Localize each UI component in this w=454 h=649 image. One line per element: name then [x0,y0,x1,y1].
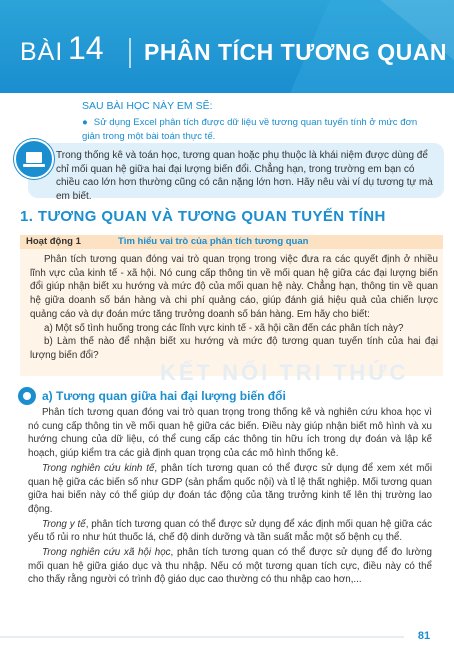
activity-label: Hoạt động 1 [26,236,81,247]
activity-question-b: b) Làm thế nào để nhận biết xu hướng và mức độ tương quan tuyến tính của hai đại lượng biến đổi? [30,336,438,361]
subsection-title: a) Tương quan giữa hai đại lượng biến đổi [42,389,286,403]
body-paragraph-2-lead: Trong nghiên cứu kinh tế [42,462,155,474]
activity-question-a: a) Một số tình huống trong các lĩnh vực kinh tế - xã hội cần đến các phân tích này? [44,322,404,334]
subsection-body [28,406,432,588]
objectives-heading: SAU BÀI HỌC NÀY EM SẼ: [82,100,213,112]
objective-text: Sử dụng Excel phân tích được dữ liệu về tương quan tuyến tính ở mức đơn giản trong một bài toán thực tế. [82,117,418,142]
lesson-word: BÀI [20,38,64,66]
lesson-header [0,0,454,93]
subsection-icon [18,387,36,405]
body-paragraph-3 [28,518,432,545]
lesson-title: PHÂN TÍCH TƯƠNG QUAN [144,39,447,65]
body-paragraph-1: Phân tích tương quan đóng vai trò quan trọng trong thống kê và nghiên cứu khoa học vì nó cung cấp thông tin về mối quan hệ giữa các biến. Điều này giúp nhận biết mô hình và xu hướng chung của dữ liệu, có thể cung cấp các thông tin hữu ích trong dự đoán và lập kế hoạch, giúp kiểm tra các giả định quan trọng của các mô hình thống kê. [28,407,432,460]
body-paragraph-2 [28,462,432,517]
bullet-icon: ● [82,117,88,128]
laptop-icon [14,139,54,179]
body-paragraph-4 [28,546,432,587]
body-paragraph-3-text: , phân tích tương quan có thể được sử dụng để xác định mối quan hệ giữa các yếu tố rủi ro như hút thuốc lá, chế độ dinh dưỡng và tần suất mắc một số bệnh cụ thể. [28,518,432,544]
body-paragraph-4-text: , phân tích tương quan có thể được sử dụng để đo lường mối quan hệ giữa giáo dục và thu nhập. Nếu có một tương quan tích cực, điều này có thể cho thấy rằng người có trình độ giáo dục cao thường có thu nhập cao hơn,... [28,547,433,586]
section-title: 1. TƯƠNG QUAN VÀ TƯƠNG QUAN TUYẾN TÍNH [20,208,386,225]
footer-line [0,636,406,638]
body-paragraph-4-lead: Trong nghiên cứu xã hội học [42,547,171,559]
page-number: 81 [404,628,444,645]
intro-text: Trong thống kê và toán học, tương quan hoặc phụ thuộc là khái niệm được dùng để chỉ mối quan hệ giữa hai đại lượng biến đổi. Chẳng hạn, trong trường em bạn có chiều cao lớn hơn thường cũng có cân nặng lớn hơn. Hãy nêu vài ví dụ tương tự mà em biết. [56,150,433,202]
body-paragraph-2-text: , phân tích tương quan có thể được sử dụng để xem xét mối quan hệ giữa các biến số như GDP (sản phẩm quốc nội) và tỉ lệ thất nghiệp. Mối tương quan giữa hai biến này có thể giúp dự đoán tác động của tăng trưởng kinh tế lên thị trường lao động. [28,462,432,515]
objective-item [82,116,427,143]
activity-paragraph: Phân tích tương quan đóng vai trò quan trọng trong việc đưa ra các quyết định ở nhiều lĩnh vực của kinh tế - xã hội. Nó cung cấp thông tin về mối quan hệ giữa các đại lượng biến đổi giúp nhận biết xu hướng và mức độ của mối quan hệ này. Chẳng hạn, thông tin về quan hệ giữa doanh số bán hàng và chi phí quảng cáo, giúp đánh giá hiệu quả của chiến lược quảng cáo và dự đoán mức tăng trưởng doanh số bán hàng. Em hãy cho biết: [30,254,438,320]
lesson-number: 14 [68,30,104,66]
activity-description: Tìm hiểu vai trò của phân tích tương quan [118,236,309,247]
laptop-icon-graphic [16,141,52,177]
activity-content [30,253,438,363]
body-paragraph-3-lead: Trong y tế [42,518,86,530]
subsection-icon-graphic [18,387,36,405]
watermark: KẾT NỐI TRI THỨC [160,360,409,385]
